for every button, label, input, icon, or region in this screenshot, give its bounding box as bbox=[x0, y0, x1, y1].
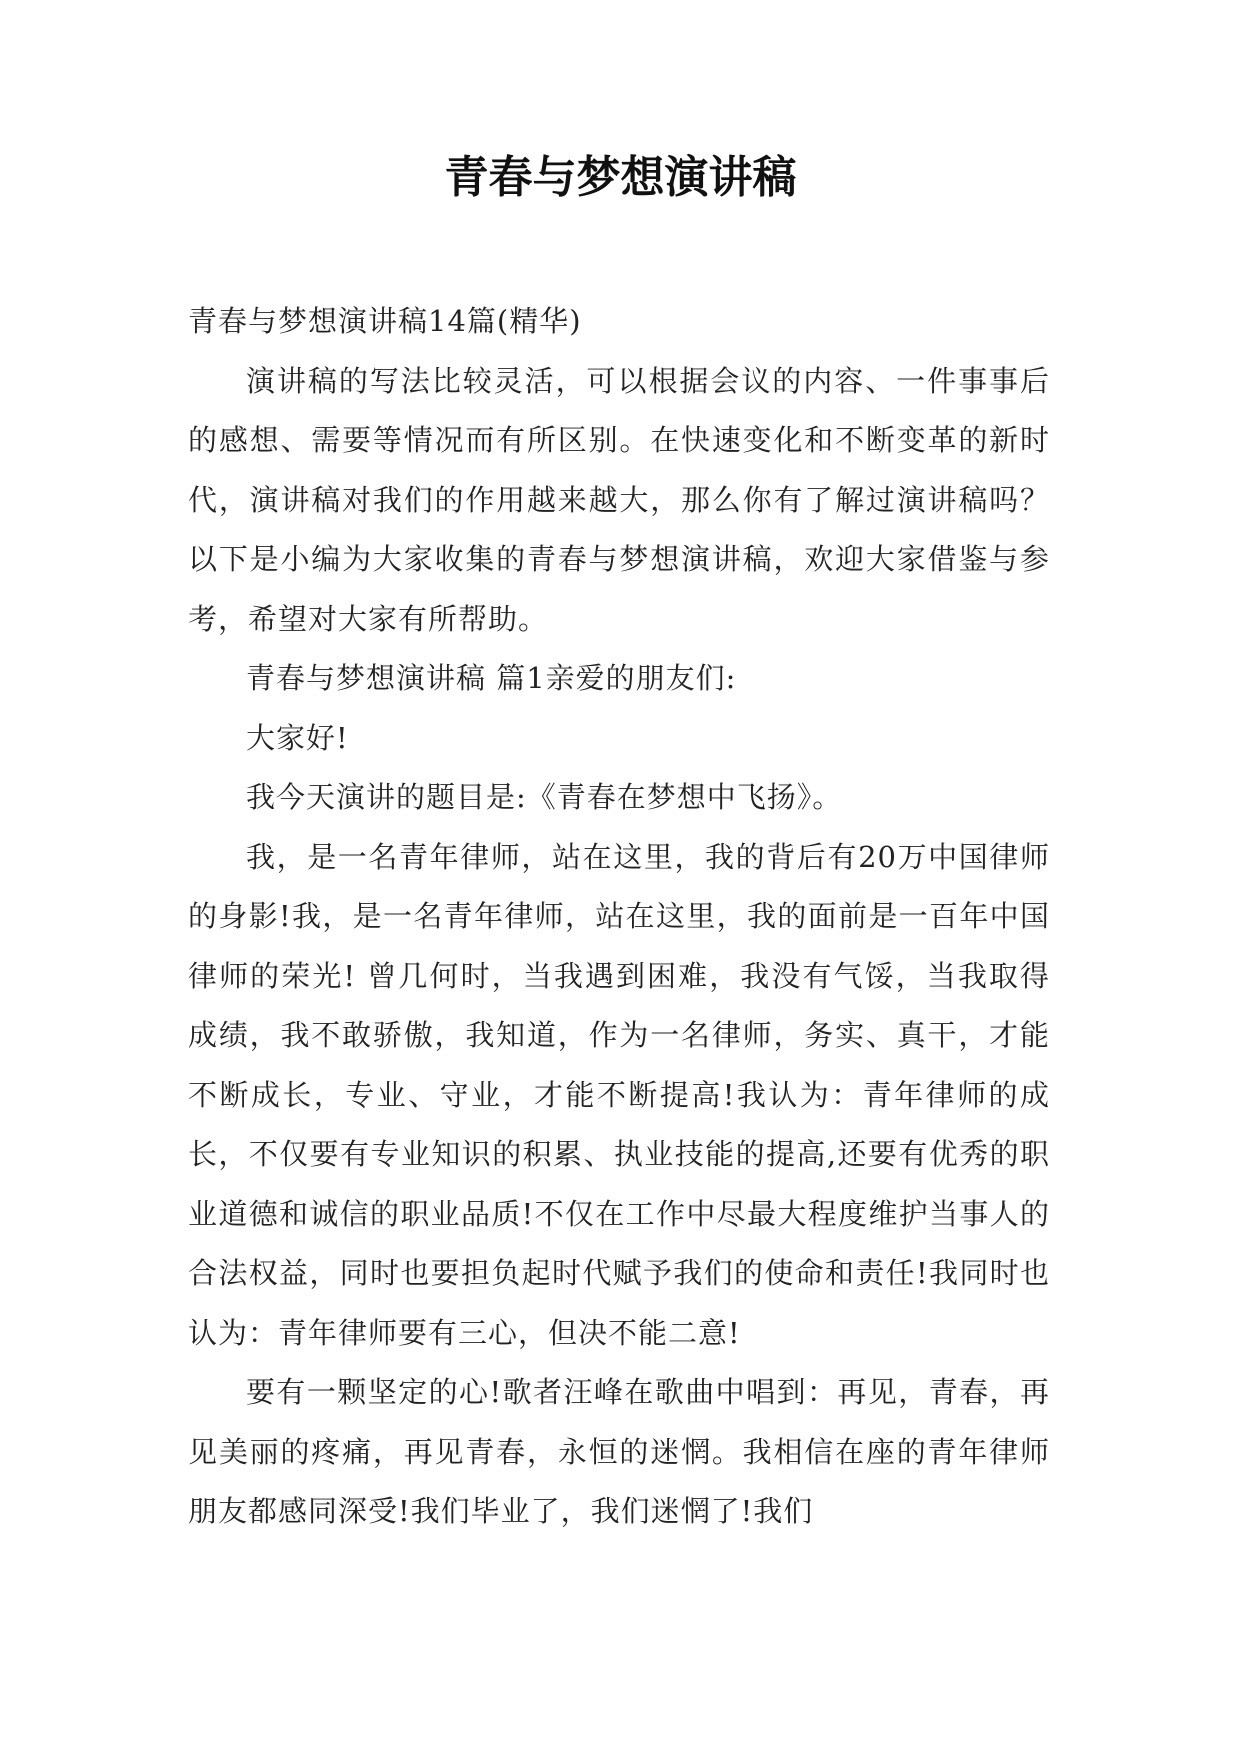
subtitle-paragraph: 青春与梦想演讲稿14篇(精华) bbox=[188, 304, 582, 338]
body-paragraph: 要有一颗坚定的心!歌者汪峰在歌曲中唱到：再见，青春，再见美丽的疼痛，再见青春，永恒的迷惘。我相信在座的青年律师朋友都感同深受!我们毕业了，我们迷惘了!我们 bbox=[188, 1375, 1050, 1528]
intro-paragraph: 演讲稿的写法比较灵活，可以根据会议的内容、一件事事后的感想、需要等情况而有所区别。在快速变化和不断变革的新时代，演讲稿对我们的作用越来越大，那么你有了解过演讲稿吗？以下是小编为大家收集的青春与梦想演讲稿，欢迎大家借鉴与参考，希望对大家有所帮助。 bbox=[188, 363, 1050, 636]
greeting-paragraph: 大家好! bbox=[246, 720, 349, 755]
body-paragraph: 我，是一名青年律师，站在这里，我的背后有20万中国律师的身影!我，是一名青年律师，站在这里，我的面前是一百年中国律师的荣光! 曾几何时，当我遇到困难，我没有气馁，当我取得成绩，我不敢骄傲，我知道，作为一名律师，务实、真干，才能不断成长，专业、守业，才能不断提高!我认为：青年律师的成长，不仅要有专业知识的积累、执业技能的提高,还要有优秀的职业道德和诚信的职业品质!不仅在工作中尽最大程度维护当事人的合法权益，同时也要担负起时代赋予我们的使命和责任!我同时也认为：青年律师要有三心，但决不能二意! bbox=[188, 839, 1050, 1350]
document-title: 青春与梦想演讲稿 bbox=[444, 152, 797, 203]
topic-paragraph: 我今天演讲的题目是:《青春在梦想中飞扬》。 bbox=[246, 780, 843, 814]
speech-heading-paragraph: 青春与梦想演讲稿 篇1亲爱的朋友们: bbox=[246, 661, 737, 695]
document-body bbox=[188, 292, 1050, 1542]
